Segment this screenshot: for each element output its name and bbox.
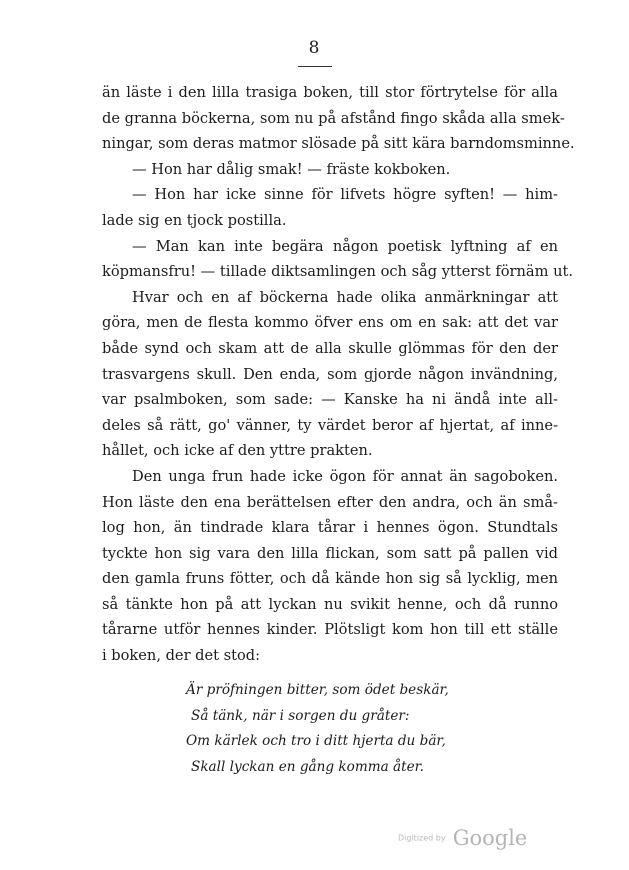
text-line: Den unga frun hade icke ögon för annat än sagoboken. xyxy=(132,467,558,485)
text-line: — Hon har dålig smak! — fräste kokboken. xyxy=(132,160,451,178)
poem-line: Om kärlek och tro i ditt hjerta du bär, xyxy=(186,733,446,749)
text-line: Hon läste den ena berättelsen efter den andra, och än små- xyxy=(102,493,558,511)
text-line: var psalmboken, som sade: — Kanske ha ni ändå inte all- xyxy=(102,391,558,409)
text-line: — Man kan inte begära någon poetisk lyftning af en xyxy=(132,237,558,255)
text-line: tyckte hon sig vara den lilla flickan, som satt på pallen vid xyxy=(102,544,558,562)
text-line: ningar, som deras matmor slösade på sitt kära barndomsminne. xyxy=(102,135,575,153)
poem-line: Skall lyckan en gång komma åter. xyxy=(191,758,424,775)
text-line: både synd och skam att de alla skulle glömmas för den der xyxy=(102,339,558,357)
text-line: i boken, der det stod: xyxy=(102,647,261,665)
page-number: 8 xyxy=(308,38,321,58)
poem-line: Är pröfningen bitter, som ödet beskär, xyxy=(186,682,449,698)
digitization-watermark xyxy=(398,826,527,850)
text-line: lade sig en tjock postilla. xyxy=(102,211,287,229)
google-wordmark: Google xyxy=(452,826,528,850)
text-line: köpmansfru! — tillade diktsamlingen och såg ytterst förnäm ut. xyxy=(102,263,573,281)
text-line: — Hon har icke sinne för lifvets högre syften! — him- xyxy=(132,186,558,204)
text-line: log hon, än tindrade klara tårar i hennes ögon. Stundtals xyxy=(102,519,558,537)
body-text xyxy=(102,80,575,669)
digitized-by-label: Digitized by xyxy=(398,833,446,843)
poem-line: Så tänk, när i sorgen du gråter: xyxy=(191,707,410,724)
text-line: göra, men de flesta kommo öfver ens om en sak: att det var xyxy=(102,314,558,332)
text-line: Hvar och en af böckerna hade olika anmärkningar att xyxy=(132,288,558,306)
text-line: än läste i den lilla trasiga boken, till stor förtrytelse för alla xyxy=(102,84,558,101)
text-line: deles så rätt, go' vänner, ty värdet beror af hjertat, af inne- xyxy=(102,416,558,434)
text-line: så tänkte hon på att lyckan nu svikit henne, och då runno xyxy=(102,595,558,613)
text-line: de granna böckerna, som nu på afstånd fingo skåda alla smek- xyxy=(102,109,565,127)
text-line: trasvargens skull. Den enda, som gjorde någon invändning, xyxy=(102,365,558,383)
page-number-rule xyxy=(298,66,332,67)
poem-stanza xyxy=(186,678,506,780)
text-line: den gamla fruns fötter, och då kände hon sig så lycklig, men xyxy=(102,570,558,588)
text-line: hållet, och icke af den yttre prakten. xyxy=(102,442,373,460)
text-line: tårarne utför hennes kinder. Plötsligt kom hon till ett ställe xyxy=(102,621,558,639)
